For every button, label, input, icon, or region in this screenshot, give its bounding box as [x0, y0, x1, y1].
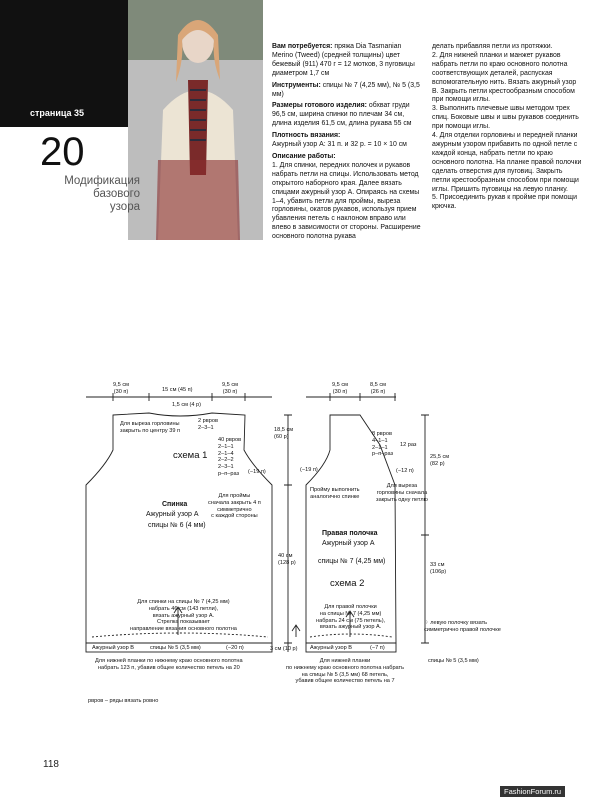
back-needles: спицы № 6 (4 мм)	[148, 522, 206, 529]
back-bottom-note: Для спинки на спицы № 7 (4,25 мм) набрать 46 см (143 петли), вязать ажурный узор А. Стрелка показывает направление вязания основного полотна	[130, 599, 237, 633]
page-label: страница 35	[30, 108, 85, 118]
back-neck-width: 15 см (45 п)	[162, 387, 193, 393]
front-neck-width: 8,5 см (26 п)	[370, 382, 386, 395]
back-armhole-note: Для проймы сначала закрыть 4 п симметрично с каждой стороны	[208, 493, 261, 520]
paragraph: Вам потребуется: пряжа Dia Tasmanian Merino (Tweed) (средней толщины) цвет бежевый (911) 470 г = 12 мотков, 3 пуговицы диаметром 1,7 см	[272, 43, 415, 77]
paragraph: 1. Для спинки, передних полочек и рукавов набрать петли на спицы. Использовать метод открытого наборного края. Далее вязать спицами ажурный узор А. Опираясь на схемы 1–4, убавить петли для проймы, выреза горловины, окатов рукавов, используя прием убавления петель с наклоном вправо или влево в зависимости от стороны. Расширение основного полотна рукава	[272, 161, 421, 241]
front-armhole-note: Пройму выполнить аналогично спинке	[310, 487, 360, 500]
front-shoulder-width: 9,5 см (30 п)	[332, 382, 348, 395]
front-height-lower: 33 см (106р)	[430, 562, 447, 575]
back-band-height: 3 см (10 р)	[270, 646, 298, 652]
back-height-upper: 18,5 см (60 р)	[274, 427, 294, 440]
front-band-minus: (−7 п)	[370, 645, 385, 651]
back-shoulder-width-right: 9,5 см (30 п)	[222, 382, 238, 395]
front-band-note: Для нижней планки по нижнему краю основного полотна набрать на спицы № 5 (3,5 мм) 68 петель, убавив общее количество петель на 7	[286, 658, 405, 685]
back-armhole-rows: 40 рвров 2–1–1 2–1–4 2–2–2 2–3–1 р–п–раз	[218, 437, 242, 477]
paragraph: Инструменты: спицы № 7 (4,25 мм), № 5 (3,5 мм)	[272, 81, 420, 98]
front-needles: спицы № 7 (4,25 мм)	[318, 558, 386, 565]
back-band-needles: спицы № 5 (3,5 мм)	[150, 645, 201, 651]
front-bottom-note: Для правой полочки на спицы № 7 (4,25 мм) набрать 24 см (75 петель), вязать ажурный узор А.	[316, 604, 386, 631]
back-height-lower: 40 см (128 р)	[278, 553, 296, 566]
back-band-note: Для нижней планки по нижнему краю основного полотна набрать 123 п, убавив общее количество петель на 20	[95, 658, 243, 671]
pattern-subtitle: Модификация базового узора	[64, 175, 140, 213]
back-pattern: Ажурный узор А	[146, 511, 199, 518]
back-band-minus: (−20 п)	[226, 645, 244, 651]
legend: рвров – ряды вязать ровно	[88, 698, 159, 704]
front-band-needles: спицы № 5 (3,5 мм)	[428, 658, 479, 664]
model-photo	[128, 0, 263, 240]
back-neck-rows: 2 рвров 2–3–1	[198, 418, 218, 431]
front-neck-note: Для выреза горловины сначала закрыть одну петлю	[376, 483, 428, 503]
front-neck-minus: (−12 п)	[396, 468, 414, 474]
pattern-number: 20	[40, 130, 85, 174]
paragraph: 5. Присоединить рукав к пройме при помощи крючка.	[432, 194, 577, 211]
paragraph: Ажурный узор А: 31 п. и 32 р. = 10 × 10 см	[272, 141, 407, 149]
front-neck-rows: 8 рвров 4–1–1 2–1–1 р–п–раз	[372, 431, 394, 458]
front-band-pattern: Ажурный узор В	[310, 645, 352, 651]
back-neck-depth: 1,5 см (4 р)	[172, 402, 202, 408]
instructions-column-1	[272, 43, 422, 242]
front-height-upper: 25,5 см (82 р)	[430, 454, 450, 467]
scheme-2-label: схема 2	[330, 578, 365, 589]
front-neck-plus: 12 раз	[400, 442, 417, 448]
front-part-name: Правая полочка	[322, 530, 378, 537]
paragraph: делать прибавляя петли из протяжки.	[432, 43, 553, 50]
instructions-column-2	[432, 43, 582, 212]
paragraph: 4. Для отделки горловины и передней планки ажурным узором прибавить по одной петле с каждой конца, набрать петли по краю основного полотна. На планке правой полочки сделать отверстия для пуговиц. Закрыть петли крестообразным способом при помощи иглы. Пришить пуговицы на левую планку.	[432, 132, 582, 193]
paragraph: Плотность вязания:	[272, 132, 341, 140]
back-band-pattern: Ажурный узор В	[92, 645, 134, 651]
watermark: FashionForum.ru	[500, 786, 565, 797]
back-neck-note: Для выреза горловины закрыть по центру 39 п	[120, 421, 181, 434]
front-armhole-minus: (−19 п)	[300, 467, 318, 473]
paragraph: 3. Выполнить плечевые швы методом трех спиц. Боковые швы и швы рукавов соединить при помощи иглы.	[432, 105, 579, 131]
back-shoulder-width-left: 9,5 см (30 п)	[113, 382, 129, 395]
left-front-note: ⁘ левую полочку вязать симметрично правой полочке	[424, 620, 501, 633]
paragraph: Размеры готового изделия: обхват груди 96,5 см, ширина спинки по плечам 34 см, длина изделия 61,5 см, длина рукава 55 см	[272, 102, 412, 128]
back-armhole-minus: (−19 п)	[248, 469, 266, 475]
paragraph: Описание работы:	[272, 152, 336, 160]
pattern-diagram	[0, 375, 613, 720]
front-pattern: Ажурный узор А	[322, 540, 375, 547]
back-part-name: Спинка	[162, 501, 188, 508]
page-number: 118	[43, 759, 59, 770]
paragraph: 2. Для нижней планки и манжет рукавов набрать петли по краю основного полотна соответствующих деталей, распуская вспомогательную нить. Вязать ажурный узор В. Закрыть петли крестообразным способом при помощи иглы.	[432, 51, 577, 104]
scheme-1-label: схема 1	[173, 450, 208, 461]
